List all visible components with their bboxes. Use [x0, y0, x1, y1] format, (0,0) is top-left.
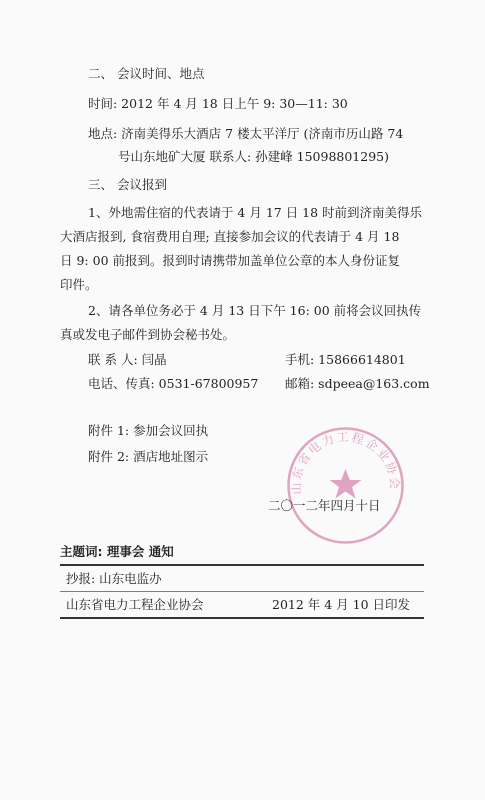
registration-paragraph-2-line-1: 2、请各单位务必于 4 月 13 日下午 16: 00 前将会议回执传	[88, 303, 422, 318]
registration-paragraph-1-line-3: 日 9: 00 前报到。报到时请携带加盖单位公章的本人身份证复	[60, 253, 400, 268]
contact-mobile: 手机: 15866614801	[285, 352, 406, 367]
issuing-organization: 山东省电力工程企业协会	[66, 597, 204, 612]
registration-paragraph-1-line-1: 1、外地需住宿的代表请于 4 月 17 日 18 时前到济南美得乐	[88, 205, 423, 220]
meeting-place-line-1: 地点: 济南美得乐大酒店 7 楼太平洋厅 (济南市历山路 74	[88, 126, 404, 141]
signature-date: 二〇一二年四月十日	[268, 498, 381, 513]
meeting-place-line-2: 号山东地矿大厦 联系人: 孙建峰 15098801295)	[118, 149, 389, 164]
footer-rule-top	[60, 564, 424, 566]
registration-paragraph-2-line-2: 真或发电子邮件到协会秘书处。	[60, 327, 236, 342]
official-seal-stamp	[283, 423, 408, 548]
registration-paragraph-1-line-4: 印件。	[60, 277, 98, 292]
print-date: 2012 年 4 月 10 日印发	[272, 597, 411, 612]
attachment-2: 附件 2: 酒店地址图示	[88, 449, 209, 464]
section-heading-meeting-time-place: 二、 会议时间、地点	[88, 66, 205, 81]
footer-rule-bottom	[60, 617, 424, 619]
svg-text:山东省电力工程企业协会: 山东省电力工程企业协会	[289, 430, 402, 495]
subject-keywords: 主题词: 理事会 通知	[60, 544, 174, 559]
contact-person: 联 系 人: 闫晶	[88, 352, 167, 367]
meeting-time: 时间: 2012 年 4 月 18 日上午 9: 30—11: 30	[88, 96, 348, 111]
carbon-copy: 抄报: 山东电监办	[66, 571, 162, 586]
section-heading-registration: 三、 会议报到	[88, 177, 167, 192]
registration-paragraph-1-line-2: 大酒店报到, 食宿费用自理; 直接参加会议的代表请于 4 月 18	[60, 229, 400, 244]
contact-phone-fax: 电话、传真: 0531-67800957	[88, 376, 259, 391]
contact-email: 邮箱: sdpeea@163.com	[285, 376, 430, 391]
footer-rule-middle	[60, 591, 424, 592]
attachment-1: 附件 1: 参加会议回执	[88, 423, 209, 438]
